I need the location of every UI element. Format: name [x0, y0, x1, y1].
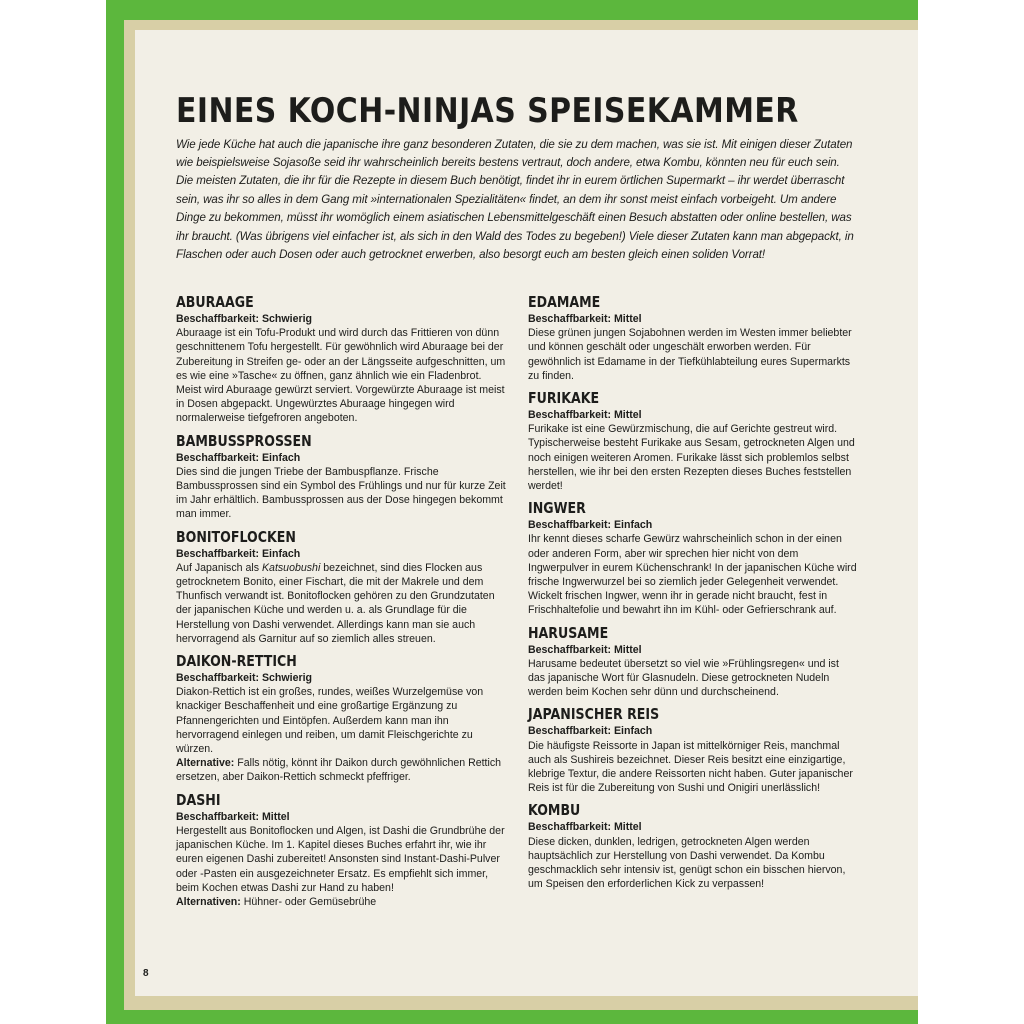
availability-line: [528, 408, 858, 422]
entry-japanischer-reis: [528, 704, 858, 795]
entry-heading: ABURAAGE: [176, 293, 254, 311]
availability-label: Beschaffbarkeit:: [528, 725, 612, 738]
availability-line: [176, 810, 506, 824]
entry-text-japanese-term: Katsuobushi: [261, 561, 321, 574]
entry-text: Die häufigste Reissorte in Japan ist mittelkörniger Reis, manchmal auch als Sushireis bezeichnet. Dieser Reis besitzt eine einzigartige, klebrige Textur, die andere Reissorten nicht haben. Guter japanischer Reis ist für die Zubereitung von Sushi und Onigiri unerlässlich!: [528, 739, 853, 795]
entry-bambussprossen: [176, 431, 506, 522]
entry-heading: BAMBUSSPROSSEN: [176, 431, 312, 450]
availability-line: [528, 724, 858, 738]
availability-label: Beschaffbarkeit:: [528, 409, 612, 422]
alternative-line: [176, 756, 506, 784]
entry-text: Diese dicken, dunklen, ledrigen, getrockneten Algen werden hauptsächlich zur Herstellung von Dashi verwendet. Da Kombu geschmacklich sehr intensiv ist, genügt schon ein bisschen hiervon, um Speisen den erforderlichen Kick zu verpassen!: [528, 835, 846, 891]
alternative-label: Alternative:: [176, 757, 235, 770]
entry-text: Ihr kennt dieses scharfe Gewürz wahrscheinlich schon in der einen oder anderen Form, aber wir sprechen hier nicht von dem Ingwerpulver in eurem Küchenschrank! In der japanischen Küche wird frische Ingwerwurzel bei so ziemlich jeder Gelegenheit verwendet. Wickelt frischen Ingwer, wenn ihr in gerade nicht braucht, fest in Frischhaltefolie und bewahrt ihn im Kühl- oder Gefrierschrank auf.: [528, 533, 857, 617]
entry-text-start: Auf Japanisch als: [176, 561, 262, 574]
entry-furikake: [528, 388, 858, 493]
availability-line: [528, 312, 858, 326]
entry-heading: BONITOFLOCKEN: [176, 527, 296, 546]
entry-aburaage: [176, 292, 506, 426]
entry-text: Dies sind die jungen Triebe der Bambuspflanze. Frische Bambussprossen sind ein Symbol des Frühlings und nur für kurze Zeit im Jahr erhältlich. Bambussprossen aus der Dose hingegen bekommt man immer.: [176, 465, 506, 521]
availability-value: Schwierig: [261, 313, 313, 325]
entry-heading: JAPANISCHER REIS: [528, 705, 660, 724]
availability-value: Mittel: [613, 643, 642, 656]
availability-value: Einfach: [613, 725, 653, 738]
availability-label: Beschaffbarkeit:: [176, 451, 260, 464]
availability-value: Einfach: [261, 547, 301, 560]
alternative-text: Hühner- oder Gemüsebrühe: [240, 895, 377, 908]
page-title: EINES KOCH-NINJAS SPEISEKAMMER: [176, 90, 799, 131]
availability-value: Einfach: [261, 451, 301, 464]
entry-text: Harusame bedeutet übersetzt so viel wie »Frühlingsregen« und ist das japanische Wort für Glasnudeln. Diese getrockneten Nudeln werden beim Kochen sehr dünn und durchscheinend.: [528, 657, 839, 699]
entry-text-rest: bezeichnet, sind dies Flocken aus getrocknetem Bonito, einer Fischart, die mit der Makrele und dem Thunfisch verwandt ist. Bonitoflocken gehören zu den Grundzutaten der japanischen Küche und werden u. a. als Grundlage für die Herstellung von Dashi verwendet. Allerdings kann man sie auch hervorragend als Garnitur auf so ziemlich alles streuen.: [176, 561, 495, 645]
availability-line: [176, 451, 506, 465]
availability-value: Mittel: [613, 409, 642, 422]
entry-text: [176, 561, 506, 646]
entry-text: Diakon-Rettich ist ein großes, rundes, weißes Wurzelgemüse von knackiger Beschaffenheit und eine großartige Ergänzung zu Pfannengerichten und Eintöpfen. Außerdem kann man ihn hervorragend einlegen und reiben, um damit Fleischgerichte zu würzen.: [176, 686, 484, 756]
entry-text: Furikake ist eine Gewürzmischung, die auf Gerichte gestreut wird. Typischerweise besteht Furikake aus Sesam, getrockneten Algen und noch einigen weiteren Aromen. Furikake lässt sich problemlos selbst herstellen, wie ihr bei den ersten Rezepten dieses Buches feststellen werdet!: [528, 423, 855, 493]
availability-value: Schwierig: [261, 672, 313, 685]
entry-text: Diese grünen jungen Sojabohnen werden im Westen immer beliebter und können geschält oder ungeschält erworben werden. Für gewöhnlich ist Edamame in der Tiefkühlabteilung eures Supermarkts zu finden.: [528, 327, 852, 382]
entry-dashi: [176, 790, 506, 909]
availability-value: Mittel: [613, 821, 642, 834]
availability-label: Beschaffbarkeit:: [176, 547, 260, 560]
availability-label: Beschaffbarkeit:: [528, 313, 612, 325]
alternative-line: [176, 895, 506, 909]
availability-line: [528, 643, 858, 657]
availability-line: [528, 518, 858, 532]
entry-text: Hergestellt aus Bonitoflocken und Algen, ist Dashi die Grundbrühe der japanischen Küche. Im 1. Kapitel dieses Buches erfahrt ihr, wie ihr euren eigenen Dashi zubereitet! Ansonsten sind Instant-Dashi-Pulver oder -Pasten ein ausgezeichneter Ersatz. Es empfiehlt sich immer, beim Kochen etwas Dashi zur Hand zu haben!: [176, 824, 505, 894]
entry-harusame: [528, 623, 858, 700]
availability-line: [176, 671, 506, 685]
entry-heading: HARUSAME: [528, 623, 609, 642]
entry-edamame: [528, 292, 858, 383]
entry-heading: FURIKAKE: [528, 389, 600, 408]
entry-heading: INGWER: [528, 499, 586, 518]
availability-value: Einfach: [613, 519, 653, 532]
availability-label: Beschaffbarkeit:: [176, 313, 260, 325]
availability-label: Beschaffbarkeit:: [176, 672, 260, 685]
entry-bonitoflocken: [176, 527, 506, 646]
availability-value: Mittel: [613, 313, 642, 325]
availability-line: [176, 312, 506, 326]
availability-label: Beschaffbarkeit:: [528, 519, 612, 532]
entry-heading: KOMBU: [528, 801, 581, 820]
alternative-label: Alternativen:: [176, 895, 241, 908]
entry-daikon-rettich: [176, 651, 506, 785]
alternative-text: Falls nötig, könnt ihr Daikon durch gewöhnlichen Rettich ersetzen, aber Daikon-Rettich schmeckt pfeffriger.: [176, 757, 502, 784]
entry-text: Aburaage ist ein Tofu-Produkt und wird durch das Frittieren von dünn geschnittenem Tofu hergestellt. Für gewöhnlich wird Aburaage bei der Zubereitung in Streifen ge- oder an der Längsseite aufgeschnitten, um es wie eine »Tasche« zu öffnen, ganz ähnlich wie ein Fladenbrot. Meist wird Aburaage gewürzt serviert. Vorgewürzte Aburaage ist meist in Dosen abgepackt. Ungewürztes Aburaage hingegen wird normalerweise tiefgefroren angeboten.: [176, 327, 506, 425]
entry-kombu: [528, 800, 858, 891]
availability-label: Beschaffbarkeit:: [176, 810, 260, 823]
entry-heading: DAIKON-RETTICH: [176, 652, 297, 671]
availability-label: Beschaffbarkeit:: [528, 821, 612, 834]
left-column: [176, 292, 506, 914]
availability-line: [528, 820, 858, 834]
entry-heading: EDAMAME: [528, 293, 601, 311]
availability-value: Mittel: [261, 810, 290, 823]
availability-label: Beschaffbarkeit:: [528, 643, 612, 656]
entry-heading: DASHI: [176, 790, 221, 809]
page-number: 8: [143, 968, 149, 979]
intro-paragraph: Wie jede Küche hat auch die japanische ihre ganz besonderen Zutaten, die sie zu dem machen, was sie ist. Mit einigen dieser Zutaten wie beispielsweise Sojasoße seid ihr wahrscheinlich bereits bestens vertraut, doch andere, etwa Kombu, könnten neu für euch sein. Die meisten Zutaten, die ihr für die Rezepte in diesem Buch benötigt, findet ihr in eurem örtlichen Supermarkt – ihr werdet überrascht sein, was ihr so alles in dem Gang mit »internationalen Spezialitäten« findet, an dem ihr sonst meist einfach vorbeigeht. Um andere Dinge zu bekommen, müsst ihr womöglich einem asiatischen Lebensmittelgeschäft einen Besuch abstatten oder online bestellen, was ihr braucht. (Was übrigens viel einfacher ist, als sich in den Wald des Todes zu begeben!) Viele dieser Zutaten kann man abgepackt, in Flaschen oder auch Dosen oder auch getrocknet erwerben, also besorgt euch am besten gleich einen soliden Vorrat!: [176, 137, 854, 262]
availability-line: [176, 547, 506, 561]
right-column: [528, 292, 858, 897]
entry-ingwer: [528, 498, 858, 617]
